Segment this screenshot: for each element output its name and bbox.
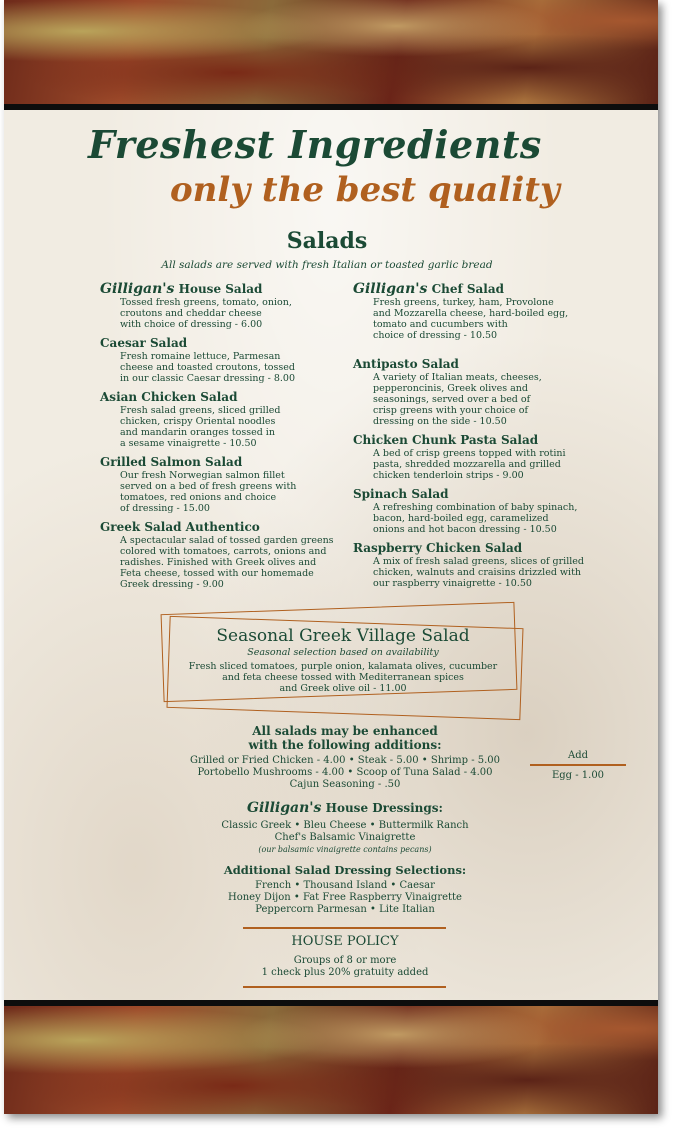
featured-salad-box: [158, 602, 528, 720]
additional-dressings-heading: Additional Salad Dressing Selections:: [223, 863, 467, 877]
menu-item: [353, 282, 568, 341]
item-name: Spinach Salad: [353, 487, 449, 501]
item-name: Raspberry Chicken Salad: [353, 541, 523, 555]
headline-freshest: Freshest Ingredients: [88, 122, 542, 167]
policy-title: HOUSE POLICY: [291, 934, 399, 949]
section-title: Salads: [286, 228, 368, 254]
menu-item: [100, 336, 295, 384]
additional-dressings-list: [150, 880, 540, 916]
menu-item: [353, 433, 566, 481]
item-desc: A refreshing combination of baby spinach, bacon, hard-boiled egg, caramelized onions and hot bacon dressing - 10.50: [373, 502, 578, 535]
item-name: Grilled Salmon Salad: [100, 455, 243, 469]
menu-item: [353, 541, 584, 589]
brand-name: Gilligan's: [247, 800, 322, 816]
policy-line: Groups of 8 or more: [293, 955, 397, 966]
menu-item: [100, 390, 280, 449]
additions-line: Portobello Mushrooms - 4.00 • Scoop of Tuna Salad - 4.00: [197, 767, 493, 778]
add-item: Egg - 1.00: [551, 770, 605, 781]
section-note: All salads are served with fresh Italian or toasted garlic bread: [161, 259, 493, 271]
menu-item: [353, 487, 577, 535]
dressing-line: Chef's Balsamic Vinaigrette: [274, 832, 416, 843]
add-rule: [530, 764, 626, 766]
dressing-line: Classic Greek • Bleu Cheese • Buttermilk Ranch: [221, 820, 469, 831]
item-name: Antipasto Salad: [353, 357, 459, 371]
item-name: House Salad: [174, 282, 263, 296]
house-dressings-heading: [150, 800, 540, 816]
item-desc: Fresh salad greens, sliced grilled chicken, crispy Oriental noodles and mandarin oranges tossed in a sesame vinaigrette - 10.50: [120, 405, 281, 449]
policy-lines: [150, 955, 540, 979]
additions-heading-line: All salads may be enhanced: [252, 724, 438, 738]
bottom-artwork-banner: [4, 1000, 658, 1114]
policy-line: 1 check plus 20% gratuity added: [261, 967, 429, 978]
additions-heading: [150, 724, 540, 752]
item-desc: A variety of Italian meats, cheeses, pepperoncinis, Greek olives and seasonings, served over a bed of crisp greens with your choice of dressing on the side - 10.50: [373, 372, 542, 427]
menu-item: [353, 357, 542, 427]
item-desc: Fresh greens, turkey, ham, Provolone and Mozzarella cheese, hard-boiled egg, tomato and cucumbers with choice of dressing - 10.50: [373, 297, 569, 341]
item-desc: A mix of fresh salad greens, slices of grilled chicken, walnuts and craisins drizzled with our raspberry vinaigrette - 10.50: [373, 556, 584, 589]
menu-item: [100, 455, 296, 514]
add-label: Add: [567, 750, 589, 761]
item-desc: Tossed fresh greens, tomato, onion, croutons and cheddar cheese with choice of dressing - 6.00: [120, 297, 292, 330]
house-dressings-list: [150, 820, 540, 856]
house-dressings-title: House Dressings:: [321, 801, 443, 815]
item-name: Chef Salad: [427, 282, 505, 296]
dressing-line: Honey Dijon • Fat Free Raspberry Vinaigrette: [228, 892, 462, 903]
menu-item: [100, 520, 334, 590]
policy-rule-bottom: [243, 986, 446, 988]
dressing-line: French • Thousand Island • Caesar: [255, 880, 435, 891]
menu-item: [100, 282, 292, 330]
featured-selection: Seasonal selection based on availability: [247, 647, 439, 658]
item-name: Chicken Chunk Pasta Salad: [353, 433, 539, 447]
featured-desc: Fresh sliced tomatoes, purple onion, kalamata olives, cucumber and feta cheese tossed with Mediterranean spices and Greek olive oil - 11.00: [188, 661, 498, 694]
featured-title: Seasonal Greek Village Salad: [216, 626, 470, 646]
additions-list: [150, 755, 540, 791]
additions-line: Cajun Seasoning - .50: [289, 779, 401, 790]
item-desc: Fresh romaine lettuce, Parmesan cheese and toasted croutons, tossed in our classic Caesar dressing - 8.00: [120, 351, 296, 384]
headline-quality: only the best quality: [170, 170, 560, 210]
dressing-line: Peppercorn Parmesan • Lite Italian: [255, 904, 435, 915]
item-name: Caesar Salad: [100, 336, 188, 350]
item-name: Asian Chicken Salad: [100, 390, 238, 404]
brand-name: Gilligan's: [100, 281, 175, 297]
brand-name: Gilligan's: [353, 281, 428, 297]
item-desc: A bed of crisp greens topped with rotini pasta, shredded mozzarella and grilled chicken tenderloin strips - 9.00: [373, 448, 566, 481]
dressing-note: (our balsamic vinaigrette contains pecans): [258, 845, 432, 854]
item-name: Greek Salad Authentico: [100, 520, 260, 534]
additions-line: Grilled or Fried Chicken - 4.00 • Steak - 5.00 • Shrimp - 5.00: [189, 755, 501, 766]
top-artwork-banner: [4, 0, 658, 110]
item-desc: Our fresh Norwegian salmon fillet served on a bed of fresh greens with tomatoes, red onions and choice of dressing - 15.00: [120, 470, 297, 514]
item-desc: A spectacular salad of tossed garden greens colored with tomatoes, carrots, onions and radishes. Finished with Greek olives and Feta cheese, tossed with our homemade Greek dressing - 9.00: [120, 535, 334, 590]
policy-rule-top: [243, 927, 446, 929]
additions-heading-line: with the following additions:: [248, 738, 442, 752]
